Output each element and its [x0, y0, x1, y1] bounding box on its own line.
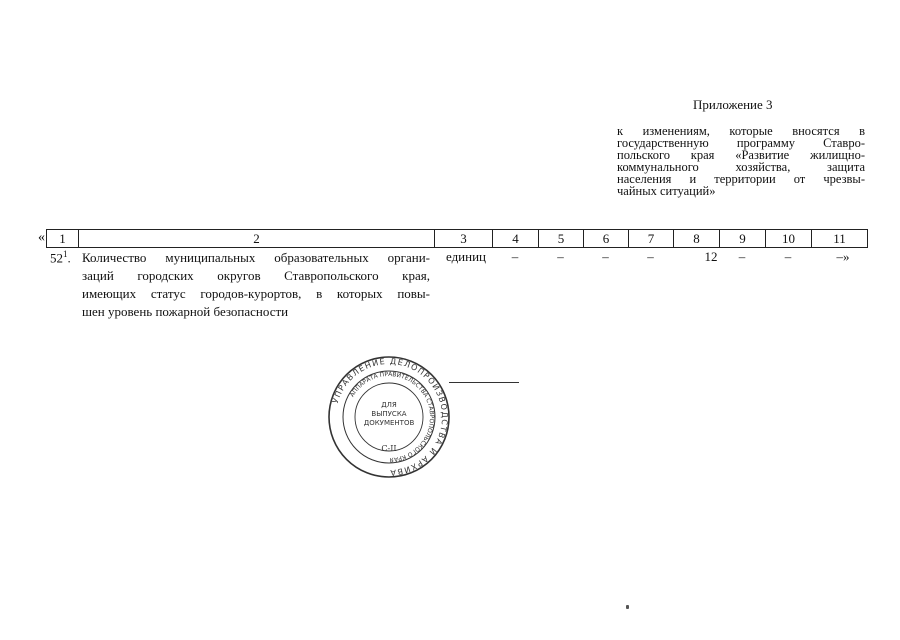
open-quote: « [38, 230, 45, 245]
indicator-description [82, 249, 430, 321]
stamp-center-line: ВЫПУСКА [371, 410, 407, 418]
scan-speck [626, 605, 629, 609]
column-number-row [47, 230, 868, 248]
column-number-cell: 3 [435, 230, 493, 248]
value-cell: – [784, 249, 792, 264]
official-stamp [327, 355, 451, 479]
indicator-description-line: шен уровень пожарной безопасности [82, 304, 289, 319]
stamp-center-line: ДОКУМЕНТОВ [363, 419, 415, 427]
value-cell: 12 [704, 249, 718, 264]
column-number-cell: 6 [584, 230, 629, 248]
appendix-subtitle-line: коммунального хозяйства, защита [617, 160, 865, 174]
column-number-cell: 11 [812, 230, 868, 248]
indicator-description-line: заций городских округов Ставропольского края, [82, 268, 430, 283]
value-cell: – [647, 249, 654, 264]
row-number-suffix: . [67, 250, 71, 266]
appendix-subtitle-line: государственную программу Ставро- [617, 136, 865, 150]
column-number-table [46, 229, 868, 248]
column-number-cell: 4 [493, 230, 539, 248]
appendix-subtitle-line: к изменениям, которые вносятся в [617, 124, 865, 138]
value-cell: – [738, 249, 746, 264]
stamp-inner-text: АППАРАТА ПРАВИТЕЛЬСТВА СТАВРОПОЛЬСКОГО КРАЯ [348, 370, 436, 464]
indicator-description-line: Количество муниципальных образовательных органи- [82, 250, 430, 265]
column-number-cell: 2 [79, 230, 435, 248]
appendix-subtitle-line: населения и территории от чрезвы- [617, 172, 865, 186]
value-cell: – [511, 249, 519, 264]
appendix-title: Приложение 3 [693, 97, 773, 112]
stamp-code: С-II [381, 444, 397, 453]
value-cell: – [557, 249, 564, 264]
appendix-subtitle-line: польского края «Развитие жилищно- [617, 148, 865, 162]
row-number-main: 52 [50, 250, 63, 266]
appendix-subtitle-line: чайных ситуаций» [617, 184, 716, 198]
value-cell: –» [836, 249, 850, 264]
indicator-description-line: имеющих статус городов-курортов, в которых повы- [82, 286, 430, 301]
column-number-cell: 5 [539, 230, 584, 248]
stamp-outer-text: УПРАВЛЕНИЕ ДЕЛОПРОИЗВОДСТВА И АРХИВА [330, 356, 450, 478]
column-number-cell: 10 [766, 230, 812, 248]
signature-line [449, 382, 519, 383]
row-number-superscript: 1 [63, 249, 68, 259]
value-cell: – [602, 249, 609, 264]
unit-cell: единиц [445, 249, 487, 264]
stamp-center-line: ДЛЯ [381, 401, 397, 409]
column-number-cell: 9 [720, 230, 766, 248]
column-number-cell: 7 [629, 230, 674, 248]
column-number-cell: 1 [47, 230, 79, 248]
row-number [50, 249, 71, 266]
column-number-cell: 8 [674, 230, 720, 248]
appendix-subtitle [617, 125, 865, 197]
